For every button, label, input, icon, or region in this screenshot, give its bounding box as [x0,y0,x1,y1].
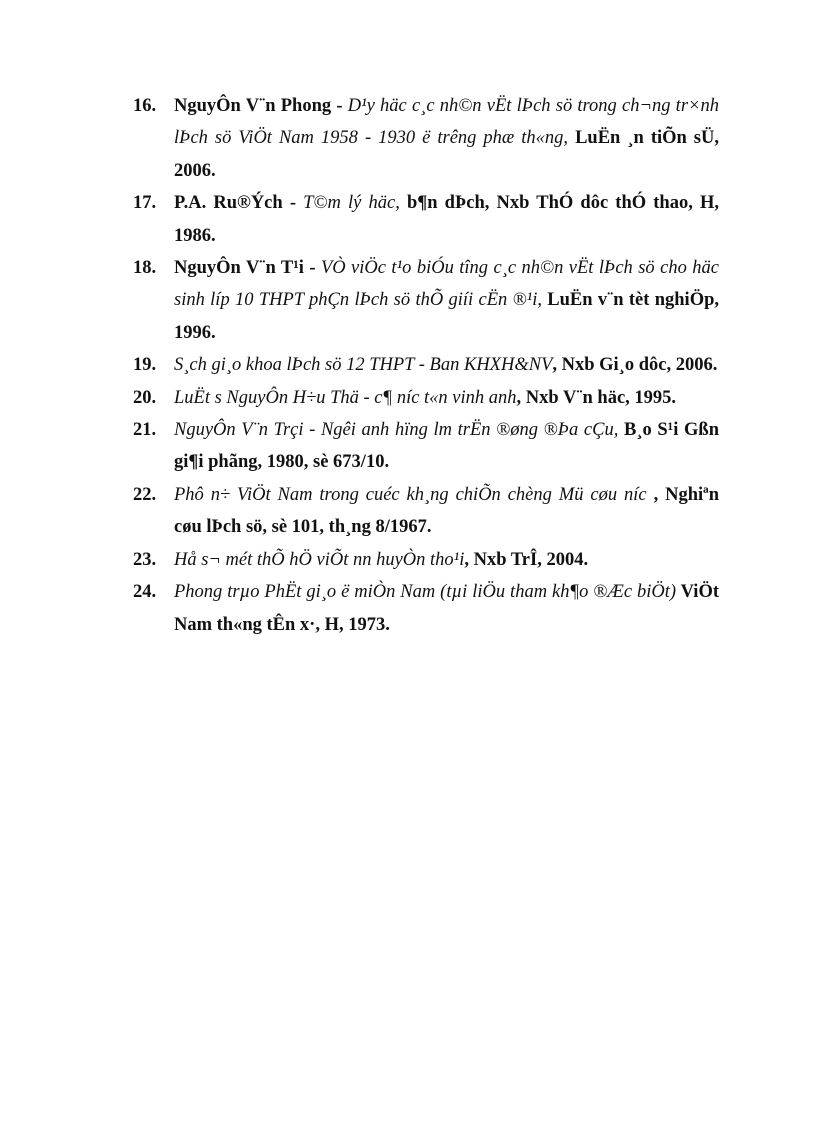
reference-details: , Nxb V¨n häc, 1995. [516,387,677,408]
reference-item [133,414,719,479]
reference-item [133,382,719,414]
reference-details: B¸o S¹i Gßn gi¶i phãng, 1980, sè 673/10. [174,420,719,473]
reference-title: LuËt s NguyÔn H÷u Thä - c¶ níc t«n vinh anh [174,387,517,408]
reference-details: , Nxb Gi¸o dôc, 2006. [552,355,718,376]
reference-item [133,349,719,381]
reference-details: LuËn ¸n tiÕn sÜ, 2006. [174,128,719,181]
reference-number: 17. [133,193,157,214]
reference-details: LuËn v¨n tèt nghiÖp, 1996. [174,290,720,343]
reference-title: T©m lý häc, [303,193,400,214]
reference-item [133,90,719,187]
reference-item [133,252,719,349]
reference-details: , Nxb TrÎ, 2004. [464,549,589,570]
reference-details: , Nghiªn cøu lÞch sö, sè 101, th¸ng 8/1967. [174,484,719,538]
reference-number: 19. [133,355,157,376]
reference-item [133,576,719,641]
reference-number: 21. [133,420,157,441]
reference-number: 22. [133,484,157,505]
reference-author: P.A. Ru®Ých - [174,193,304,214]
reference-title: VÒ viÖc t¹o biÓu tîng c¸c nh©n vËt lÞch sö cho häc sinh líp 10 THPT phÇn lÞch sö thÕ giíi cËn ®¹i, [174,258,719,311]
reference-item [133,187,719,252]
reference-item [133,544,719,576]
reference-list [133,90,719,641]
reference-number: 16. [133,96,157,116]
reference-number: 20. [133,387,157,408]
reference-number: 24. [133,582,157,603]
reference-details: b¶n dÞch, Nxb ThÓ dôc thÓ thao, H, 1986. [174,193,720,246]
reference-title: S¸ch gi¸o khoa lÞch sö 12 THPT - Ban KHXH&NV [174,355,553,376]
reference-title: Hå s¬ mét thÕ hÖ viÕt nn huyÒn tho¹i [174,549,465,570]
reference-author: NguyÔn V¨n Phong - [174,96,348,116]
reference-author: NguyÔn V¨n T¹i - [174,258,321,279]
reference-title: NguyÔn V¨n Trçi - Ngêi anh hïng lm trËn ®øng ®Þa cÇu, [174,420,619,441]
reference-details: ViÖt Nam th«ng tÊn x·, H, 1973. [174,582,719,635]
reference-number: 18. [133,258,157,279]
reference-item [133,479,719,544]
reference-title: Phong trµo PhËt gi¸o ë miÒn Nam (tµi liÖu tham kh¶o ®Æc biÖt) [174,582,677,603]
reference-number: 23. [133,549,157,570]
reference-title: D¹y häc c¸c nh©n vËt lÞch sö trong ch¬ng tr×nh lÞch sö ViÖt Nam 1958 - 1930 ë trêng phæ th«ng, [174,96,719,149]
reference-title: Phô n÷ ViÖt Nam trong cuéc kh¸ng chiÕn chèng Mü cøu níc [174,484,654,505]
